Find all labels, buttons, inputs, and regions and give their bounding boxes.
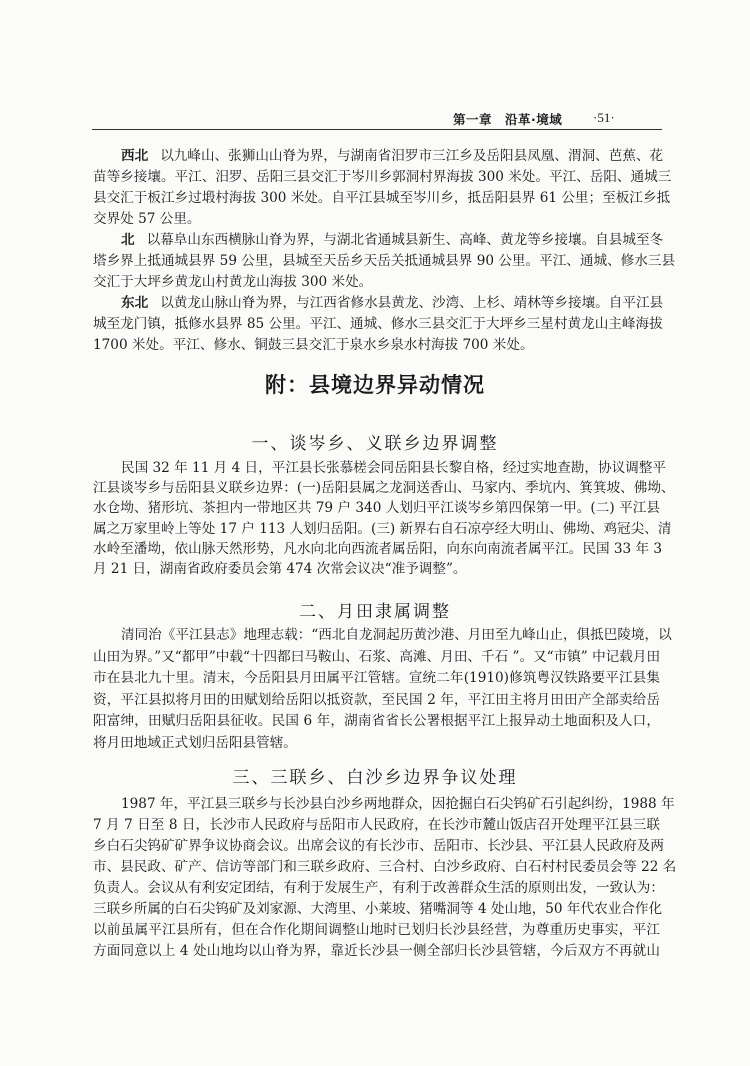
line-text: 阳富绅，田赋归岳阳县征收。民国 6 年，湖南省省长公署根据平江上报异动土地面积及人口， — [93, 713, 660, 730]
line-text: 民国 32 年 11 月 4 日，平江县长张慕槎会同岳阳县长黎自格，经过实地查勘，协议调整平 — [121, 460, 666, 476]
text-line — [93, 690, 660, 712]
text-line — [93, 498, 660, 518]
text-line — [93, 478, 675, 498]
direction-label: 北 — [121, 232, 135, 248]
line-text: 乡白石尖钨矿矿界争议协商会议。出席会议的有长沙市、岳阳市、长沙县、平江县人民政府及两 — [93, 838, 664, 854]
appendix-title: 附：县境边界异动情况 — [265, 373, 485, 397]
text-line — [93, 209, 660, 230]
paragraph-northeast — [93, 293, 664, 356]
text-line — [93, 539, 663, 559]
line-text: 以黄龙山脉山脊为界，与江西省修水县黄龙、沙湾、上杉、靖林等乡接壤。自平江县 — [160, 295, 664, 311]
line-text: 月 21 日，湖南省政府委员会第 474 次常会议决“准予调整”。 — [93, 561, 467, 578]
line-text: 三联乡所属的白石尖钨矿及刘家源、大湾里、小莱坡、猪嘴洞等 4 处山地，50 年代农业合作化 — [93, 901, 663, 917]
text-line — [93, 188, 671, 209]
line-text: 塔乡界上抵通城县界 59 公里，县城至天岳乡天岳关抵通城县界 90 公里。平江、通城、修水三县 — [93, 253, 676, 269]
line-text: 清同治《平江县志》地理志载：“西北自龙洞起历黄沙港、月田至九峰山止，俱抵巴陵境，以 — [121, 627, 672, 643]
line-text: 属之万家里岭上等处 17 户 113 人划归岳阳。(三) 新界右自石凉亭经大明山、佛坳、鸡冠尖、清 — [93, 520, 672, 537]
line-text: 以前虽属平江县所有，但在合作化期间调整山地时已划归长沙县经营，为尊重历史事实，平江 — [93, 922, 660, 938]
section3-title: 三、三联乡、白沙乡边界争议处理 — [232, 768, 518, 788]
text-line — [93, 857, 677, 878]
page-number: ·51· — [593, 110, 615, 125]
line-text: 资，平江县拟将月田的田赋划给岳阳以抵资款，至民国 2 年，平江田主将月田田产全部卖给岳 — [93, 691, 660, 708]
text-line — [93, 941, 660, 962]
running-header — [440, 108, 660, 128]
text-line — [93, 146, 664, 167]
line-text: 7 月 7 日至 8 日，长沙市人民政府与岳阳市人民政府，在长沙市麓山饭店召开处理平江县三联 — [93, 817, 660, 833]
text-line — [93, 335, 660, 356]
text-line — [93, 668, 660, 690]
direction-label: 西北 — [121, 148, 149, 164]
line-text: 市、县民政、矿产、信访等部门和三联乡政府、三合村、白沙乡政府、白石村村民委员会等 22 名 — [93, 859, 677, 875]
header-rule — [92, 129, 662, 130]
line-text: 以幕阜山东西横脉山脊为界，与湖北省通城县新生、高峰、黄龙等乡接壤。自县城至冬 — [146, 232, 664, 248]
text-line — [93, 519, 672, 539]
text-line — [93, 711, 660, 733]
text-line — [93, 314, 663, 335]
text-line — [93, 647, 660, 669]
line-text: 苗等乡接壤。平江、汨罗、岳阳三县交汇于岑川乡郭洞村界海拔 300 米处。平江、岳阳、通城三 — [93, 169, 672, 185]
paragraph-north — [93, 230, 676, 293]
line-text: 将月田地域正式划归岳阳县管辖。 — [93, 734, 297, 751]
text-line — [93, 458, 666, 478]
line-text: 1700 米处。平江、修水、铜鼓三县交汇于泉水乡泉水村海拔 700 米处。 — [93, 337, 534, 353]
text-line — [93, 230, 664, 251]
section2-paragraph — [93, 625, 672, 755]
text-line — [93, 836, 664, 857]
section2-title: 二、月田隶属调整 — [299, 602, 451, 622]
text-line — [93, 293, 664, 314]
text-line — [93, 167, 672, 188]
section1-paragraph — [93, 458, 675, 579]
paragraph-northwest — [93, 146, 672, 230]
line-text: 方面同意以上 4 处山地均以山脊为界，靠近长沙县一侧全部归长沙县管辖，今后双方不再就山 — [93, 943, 660, 959]
text-line — [93, 920, 660, 941]
line-text: 市在县北九十里。清末，今岳阳县月田属平江管辖。宣统二年(1910)修筑粤汉铁路要平江县集 — [93, 670, 660, 687]
line-text: 江县谈岑乡与岳阳县义联乡边界：(一)岳阳县属之龙洞送香山、马家内、季坑内、箕箕坡、佛坳、 — [93, 480, 675, 497]
line-text: 水仓坳、猪形坑、茶担内一带地区共 79 户 340 人划归平江谈岑乡第四保第一甲。(二) 平江县 — [93, 500, 660, 517]
line-text: 1987 年，平江县三联乡与长沙县白沙乡两地群众，因抢掘白石尖钨矿石引起纠纷，1988 年 — [121, 796, 675, 812]
line-text: 水岭至潘坳，依山脉天然形势，凡水向北向西流者属岳阳，向东向南流者属平江。民国 33 年 3 — [93, 540, 663, 557]
text-line — [93, 272, 660, 293]
line-text: 交界处 57 公里。 — [93, 211, 201, 227]
text-line — [93, 899, 663, 920]
chapter-title: 第一章 沿革·境域 — [453, 112, 563, 127]
line-text: 负责人。会议从有利安定团结，有利于发展生产，有利于改善群众生活的原则出发，一致认为： — [93, 880, 664, 896]
text-line — [93, 878, 664, 899]
line-text: 城至龙门镇，抵修水县界 85 公里。平江、通城、修水三县交汇于大坪乡三星村黄龙山主峰海拔 — [93, 316, 663, 332]
line-text: 县交汇于板江乡过塅村海拔 300 米处。自平江县城至岑川乡，抵岳阳县界 61 公里；至板江乡抵 — [93, 190, 671, 206]
text-line — [93, 625, 672, 647]
text-line — [93, 794, 675, 815]
text-line — [93, 559, 660, 579]
section1-title: 一、谈岑乡、义联乡边界调整 — [251, 434, 499, 454]
line-text: 山田为界。”又“都甲”中载“十四都曰马鞍山、石浆、高滩、月田、千石 ”。又“市镇” 中记载月田 — [93, 648, 661, 665]
text-line — [93, 733, 660, 755]
section3-paragraph — [93, 794, 677, 962]
direction-label: 东北 — [121, 295, 149, 311]
line-text: 交汇于大坪乡黄龙山村黄龙山海拔 300 米处。 — [93, 274, 373, 290]
line-text: 以九峰山、张狮山山脊为界，与湖南省汨罗市三江乡及岳阳县凤凰、渭洞、芭蕉、花 — [160, 148, 664, 164]
text-line — [93, 815, 660, 836]
text-line — [93, 251, 676, 272]
